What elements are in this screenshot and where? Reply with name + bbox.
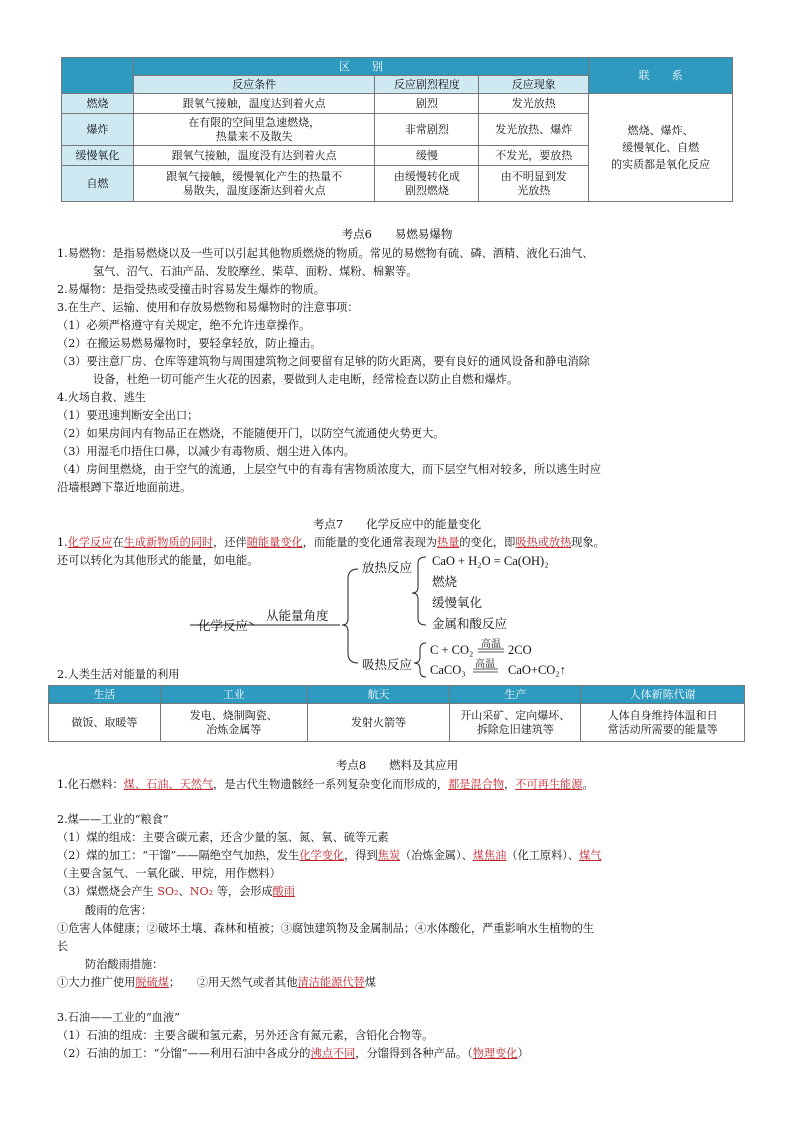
cell-degree: 剧烈 [375, 94, 479, 114]
diagram-endothermic: 吸热反应 [362, 658, 413, 672]
text-line: 3.石油——工业的“血液” [57, 1011, 180, 1024]
text-line: （主要含氢气、一氧化碳、甲烷，用作燃料） [57, 867, 281, 880]
diagram-root: 化学反应 [198, 619, 249, 633]
corner-cell [62, 58, 134, 94]
text-line: 1.易燃物：是指易燃烧以及一些可以引起其他物质燃烧的物质。常见的易燃物有硫、磷、酒精、液化石油气、 [57, 247, 594, 260]
cell-condition: 跟氧气接触，缓慢氧化产生的热量不 易散失，温度逐渐达到着火点 [133, 166, 375, 202]
exo-item: 燃烧 [432, 575, 458, 589]
exo-item: 金属和酸反应 [432, 617, 508, 631]
header-relation: 联 系 [589, 58, 733, 94]
diagram-edge-label: 从能量角度 [266, 609, 329, 623]
text-line: 2.易爆物：是指受热或受撞击时容易发生爆炸的物质。 [57, 283, 325, 296]
text-line: （3）要注意厂房、仓库等建筑物与周围建筑物之间要留有足够的防火距离，要有良好的通风设备和静电消除 [57, 355, 590, 368]
fossil-fuel-line: 1.化石燃料：煤、石油、天然气，是古代生物遗骸经一系列复杂变化而形成的，都是混合物，不可再生能源。 [57, 778, 594, 791]
text-line: 设备，杜绝一切可能产生火花的因素，要做到人走电断，经常检查以防止自燃和爆炸。 [93, 373, 519, 386]
exo-item: 缓慢氧化 [432, 596, 483, 610]
text-line: （1）要迅速判断安全出口； [57, 409, 199, 422]
row-name: 爆炸 [62, 114, 134, 146]
text-line: （3）用湿毛巾捂住口鼻，以减少有毒物质、烟尘进入体内。 [57, 445, 355, 458]
text-line: （2）如果房间内有物品正在燃烧，不能随便开门，以防空气流通使火势更大。 [57, 427, 445, 440]
table-cell: 做饭、取暖等 [49, 704, 161, 742]
endo-eq1-left: C + CO₂ [430, 643, 474, 657]
energy-definition-line: 1.化学反应在生成新物质的同时，还伴随能量变化，而能量的变化通常表现为热量的变化，即吸热或放热现象。 [57, 536, 605, 549]
header-cell: 航天 [307, 686, 450, 704]
subheader-degree: 反应剧烈程度 [375, 76, 479, 94]
text-line: （1）煤的组成：主要含碳元素，还含少量的氢、氮、氧、硫等元素 [57, 831, 389, 844]
subheader-phenomenon: 反应现象 [479, 76, 589, 94]
energy-use-table [48, 685, 745, 742]
table-cell: 人体自身维持体温和日 常活动所需要的能量等 [581, 704, 745, 742]
text-line: 沿墙根蹲下靠近地面前进。 [57, 481, 192, 494]
cell-phenomenon: 发光放热 [479, 94, 589, 114]
header-cell: 生活 [49, 686, 161, 704]
header-cell: 工业 [160, 686, 307, 704]
text-line: 防治酸雨措施： [85, 958, 164, 971]
header-cell: 人体新陈代谢 [581, 686, 745, 704]
section-title-k8: 考点8 燃料及其应用 [335, 758, 459, 772]
text-line: 还可以转化为其他形式的能量，如电能。 [57, 554, 259, 567]
relation-line: 燃烧、爆炸、 [627, 124, 694, 137]
coal-processing-line: （2）煤的加工：“干馏”——隔绝空气加热，发生化学变化，得到焦炭（冶炼金属）、煤焦油（化工原料）、煤气 [57, 849, 602, 862]
table-row [49, 704, 745, 742]
text-line: 酸雨的危害： [85, 904, 153, 917]
coal-burning-line: （3）煤燃烧会产生 SO₂、NO₂ 等，会形成酸雨 [57, 885, 296, 898]
combustion-comparison-table [61, 57, 733, 202]
petroleum-processing-line: （2）石油的加工：“分馏”——利用石油中各成分的沸点不同，分馏得到各种产品。（物理变化） [57, 1047, 529, 1060]
relation-line: 缓慢氧化、自燃 [622, 141, 700, 154]
cell-condition: 在有限的空间里急速燃烧， 热量来不及散失 [133, 114, 375, 146]
text-line: 长 [57, 940, 69, 953]
endo-eq2-condition: 高温 [475, 659, 495, 670]
diagram-exothermic: 放热反应 [362, 561, 413, 575]
endo-eq1-right: 2CO [508, 643, 532, 657]
table-cell: 发射火箭等 [307, 704, 450, 742]
subheader-condition: 反应条件 [133, 76, 375, 94]
cell-condition: 跟氧气接触，温度没有达到着火点 [133, 146, 375, 166]
endo-eq2-right: CaO+CO₂↑ [508, 663, 566, 677]
text-line: 2.人类生活对能量的利用 [57, 668, 180, 681]
text-line: ①危害人体健康；②破坏土壤、森林和植被；③腐蚀建筑物及金属制品；④水体酸化，严重影响水生植物的生 [57, 922, 595, 935]
relation-cell [589, 94, 733, 202]
acid-rain-prevention-line: ①大力推广使用脱硫煤； ②用天然气或者其他清洁能源代替煤 [57, 976, 376, 989]
text-line: （1）必须严格遵守有关规定，绝不允许违章操作。 [57, 319, 311, 332]
row-name: 缓慢氧化 [62, 146, 134, 166]
section-title-k6: 考点6 易燃易爆物 [341, 227, 453, 241]
text-line: （1）石油的组成：主要含碳和氢元素，另外还含有氮元素，含铅化合物等。 [57, 1029, 434, 1042]
row-name: 自燃 [62, 166, 134, 202]
table-row [62, 94, 733, 114]
table-cell: 开山采矿、定向爆坏、 拆除危旧建筑等 [450, 704, 581, 742]
exo-item: CaO + H₂O = Ca(OH)₂ [432, 554, 549, 568]
section-title-k7: 考点7 化学反应中的能量变化 [312, 517, 482, 531]
cell-phenomenon: 由不明显到发 光放热 [479, 166, 589, 202]
text-line: 4.火场自救、逃生 [57, 391, 146, 404]
text-line: （2）在搬运易燃易爆物时，要轻拿轻放，防止撞击。 [57, 337, 322, 350]
endo-eq1-condition: 高温 [481, 639, 501, 650]
header-cell: 生产 [450, 686, 581, 704]
group-header-difference: 区 别 [133, 58, 588, 76]
cell-phenomenon: 不发光，要放热 [479, 146, 589, 166]
cell-condition: 跟氧气接触，温度达到着火点 [133, 94, 375, 114]
relation-line: 的实质都是氧化反应 [611, 158, 711, 171]
cell-degree: 非常剧烈 [375, 114, 479, 146]
cell-degree: 由缓慢转化成 剧烈燃烧 [375, 166, 479, 202]
endo-eq2-left: CaCO₃ [430, 663, 466, 677]
text-line: 氢气、沼气、石油产品、发胶摩丝、柴草、面粉、煤粉、棉絮等。 [93, 265, 418, 278]
text-line: 3.在生产、运输、使用和存放易燃物和易爆物时的注意事项： [57, 301, 359, 314]
cell-degree: 缓慢 [375, 146, 479, 166]
table-cell: 发电、烧制陶瓷、 冶炼金属等 [160, 704, 307, 742]
text-line: 2.煤——工业的“粮食” [57, 813, 169, 826]
text-line: （4）房间里燃烧，由于空气的流通，上层空气中的有毒有害物质浓度大，而下层空气相对较多，所以逃生时应 [57, 463, 602, 476]
cell-phenomenon: 发光放热、爆炸 [479, 114, 589, 146]
row-name: 燃烧 [62, 94, 134, 114]
